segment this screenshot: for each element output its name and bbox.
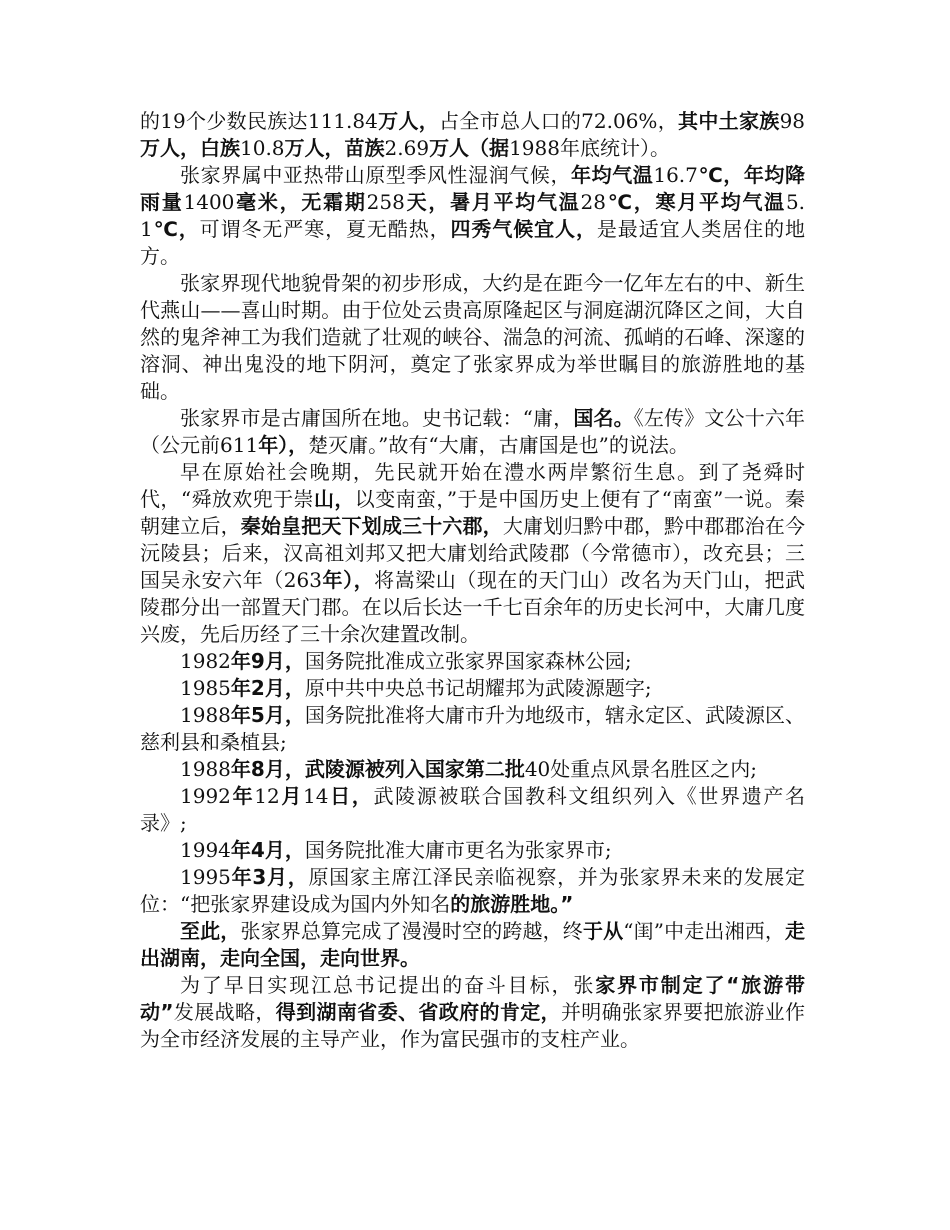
text-run: 将嵩梁山（现在的天门山）改名为天门山，把武陵郡分出一部置天门郡。在以后长达一千七百余年的历史长河中，大庸几度兴废，先后历经了三十余次建置改制。 [140,568,806,646]
bold-text-run: 年 [230,784,255,808]
text-run: 可谓冬无严寒，夏无酷热， [199,217,451,241]
paragraph [140,837,805,864]
bold-text-run: 秦始皇把天下划成三十六郡， [240,514,503,538]
bold-text-run: 其中土家族 [678,109,780,133]
text-run: 1982 [180,649,231,673]
text-run: 1995 [180,865,231,889]
text-run: 国务院批准大庸市更名为张家界市; [304,838,612,862]
bold-text-run: 四秀气候宜人， [450,217,597,241]
text-run: 1400 [183,190,235,214]
text-run: 《左传》文公十六年（公元前611 [140,406,806,457]
text-run: 14 [303,784,329,808]
bold-text-run: 年9月， [230,649,305,673]
text-run: 10.8 [240,136,285,160]
text-run: 国务院批准将大庸市升为地级市，辖永定区、武陵源区、慈利县和桑植县; [140,703,806,754]
bold-text-run: 走出湖南，走向全国，走向世界。 [140,919,806,970]
bold-text-run: 家界市制定了“旅游带动” [140,973,805,1024]
text-run: 1988 [180,757,231,781]
bold-text-run: 万人， [377,109,440,133]
text-run: 2.69 [384,136,430,160]
bold-text-run: 万人，白族 [140,136,240,160]
text-run: 早在原始社会晚期，先民就开始在澧水两岸繁衍生息。到了尧舜时代，“舜放欢兜于崇 [140,460,805,511]
text-run: 张家界现代地貌骨架的初步形成，大约是在距今一亿年左右的中、新生代燕山——喜山时期。由于位处云贵高原隆起区与洞庭湖沉降区之间，大自然的鬼斧神工为我们造就了壮观的峡谷、湍急的河流、孤峭的石峰、深邃的溶洞、神出鬼没的地下阴河，奠定了张家界成为举世瞩目的旅游胜地的基础。 [140,271,805,403]
text-run: 1988年底统计）。 [509,136,670,160]
paragraph [140,864,805,918]
text-run: 国务院批准成立张家界国家森林公园; [304,649,632,673]
text-run: 16.7 [653,163,698,187]
bold-text-run: 年8月，武陵源被列入国家第二批 [230,757,525,781]
text-run: 占全市总人口的72.06%， [439,109,679,133]
text-run: 为了早日实现江总书记提出的奋斗目标，张 [180,973,596,997]
paragraph [140,162,805,270]
text-run: 258 [366,190,405,214]
text-run: “闺”中走出湘西， [623,919,786,943]
text-run: 楚灭庸。”故有“大庸，古庸国是也”的说法。 [308,433,689,457]
paragraph [140,918,805,972]
text-run: 张家界属中亚热带山原型季风性湿润气候， [180,163,572,187]
bold-text-run: 年3月， [230,865,309,889]
paragraph [140,405,805,459]
text-run: 1992 [180,784,231,808]
text-run: 的19个少数民族达111.84 [140,109,378,133]
text-run: 1988 [180,703,231,727]
text-run: 12 [254,784,280,808]
bold-text-run: 于从 [582,919,624,943]
bold-text-run: 日， [328,784,374,808]
bold-text-run: ℃， [152,217,200,241]
text-run: 张家界市是古庸国所在地。史书记载：“庸， [180,406,574,430]
bold-text-run: ℃，寒月平均气温 [606,190,786,214]
bold-text-run: 至此， [180,919,241,943]
text-run: 原中共中央总书记胡耀邦为武陵源题字; [304,676,652,700]
text-run: 武陵源被联合国教科文组织列入《世界遗产名录》; [140,784,806,835]
bold-text-run: 年均气温 [571,163,654,187]
bold-text-run: ℃，年均降雨量 [140,163,806,214]
text-run: 张家界总算完成了漫漫时空的跨越，终 [240,919,583,943]
bold-text-run: 国名。 [573,406,634,430]
bold-text-run: 万人（据 [429,136,510,160]
bold-text-run: 年）， [321,568,375,592]
bold-text-run: 月 [279,784,304,808]
text-run: 发展战略， [173,1000,276,1024]
paragraph [140,270,805,405]
document-body [140,108,805,1053]
text-run: 5.1 [140,190,806,241]
text-run: 是最适宜人类居住的地方。 [140,217,806,268]
bold-text-run: 天，暑月平均气温 [404,190,581,214]
text-run: 1985 [180,676,231,700]
text-run: 原国家主席江泽民亲临视察，并为张家界未来的发展定位：“把张家界建设成为国内外知名 [140,865,806,916]
paragraph [140,702,805,756]
text-run: 1994 [180,838,231,862]
paragraph [140,648,805,675]
bold-text-run: 万人，苗族 [284,136,385,160]
paragraph [140,756,805,783]
text-run: 并明确张家界要把旅游业作为全市经济发展的主导产业，作为富民强市的支柱产业。 [140,1000,806,1051]
text-run: 98 [779,109,806,133]
bold-text-run: 的旅游胜地。” [450,892,574,916]
paragraph [140,108,805,162]
bold-text-run: 年）， [258,433,309,457]
bold-text-run: 毫米，无霜期 [234,190,367,214]
text-run: 大庸划归黔中郡，黔中郡郡治在今沅陵县；后来，汉高祖刘邦又把大庸划给武陵郡（今常德市），改充县；三国吴永安六年（263 [140,514,805,592]
bold-text-run: 得到湖南省委、省政府的肯定， [275,1000,561,1024]
bold-text-run: 年4月， [230,838,305,862]
text-run: 以变南蛮，”于是中国历史上便有了“南蛮”一说。秦朝建立后， [140,487,805,538]
paragraph [140,459,805,648]
bold-text-run: 山， [313,487,355,511]
bold-text-run: 年5月， [230,703,305,727]
text-run: 28 [580,190,606,214]
paragraph [140,675,805,702]
bold-text-run: 年2月， [230,676,305,700]
text-run: 40处重点风景名胜区之内; [524,757,758,781]
paragraph [140,972,805,1053]
paragraph [140,783,805,837]
